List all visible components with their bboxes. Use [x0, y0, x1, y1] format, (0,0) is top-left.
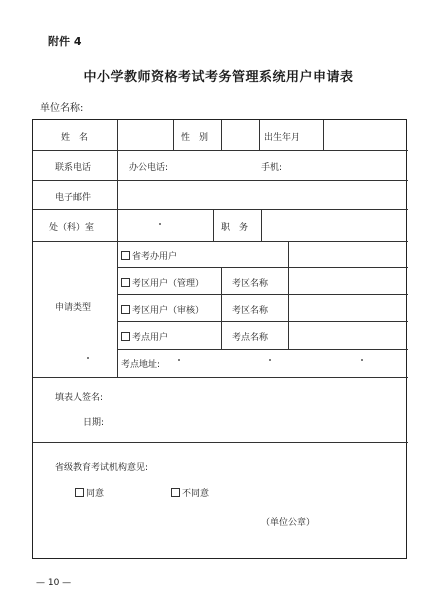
office-phone-label: 办公电话:: [129, 163, 169, 173]
form-title: 中小学教师资格考试考务管理系统用户申请表: [83, 70, 354, 85]
application-form-table: [32, 119, 407, 559]
checkbox-icon: [75, 488, 84, 497]
checkbox-icon: [121, 332, 130, 341]
scan-speck: [269, 359, 271, 361]
contact-phone-label: 联系电话: [55, 163, 92, 173]
disagree-option[interactable]: 不同意: [171, 486, 209, 499]
option-district-manage[interactable]: 考区用户（管理）: [121, 276, 204, 289]
option-district-review[interactable]: 考区用户（审核）: [121, 303, 204, 316]
opinion-label: 省级教育考试机构意见:: [55, 463, 149, 473]
agree-option[interactable]: 同意: [75, 486, 104, 499]
position-label: 职 务: [221, 223, 249, 233]
name-label: 姓 名: [61, 133, 89, 143]
mobile-label: 手机:: [261, 163, 283, 173]
site-address-label: 考点地址:: [121, 360, 161, 370]
email-label: 电子邮件: [55, 193, 92, 203]
checkbox-icon: [121, 305, 130, 314]
district-name-label: 考区名称: [232, 279, 269, 289]
site-name-label: 考点名称: [232, 333, 269, 343]
checkbox-icon: [121, 251, 130, 260]
scan-speck: [361, 359, 363, 361]
seal-label: （单位公章）: [261, 518, 316, 528]
gender-label: 性 别: [181, 133, 209, 143]
date-label: 日期:: [83, 418, 105, 428]
scan-speck: [178, 359, 180, 361]
checkbox-icon: [171, 488, 180, 497]
birth-date-label: 出生年月: [264, 133, 301, 143]
option-province-office[interactable]: 省考办用户: [121, 249, 177, 262]
page-number: — 10 —: [36, 578, 72, 588]
application-type-label: 申请类型: [55, 303, 92, 313]
district-name-label-2: 考区名称: [232, 306, 269, 316]
department-label: 处（科）室: [49, 223, 95, 233]
scan-speck: [87, 357, 89, 359]
checkbox-icon: [121, 278, 130, 287]
option-site-user[interactable]: 考点用户: [121, 330, 168, 343]
scan-speck: [159, 223, 161, 225]
unit-name-label: 单位名称:: [40, 103, 84, 114]
signer-label: 填表人签名:: [55, 393, 104, 403]
attachment-number: 附件 4: [48, 35, 82, 48]
